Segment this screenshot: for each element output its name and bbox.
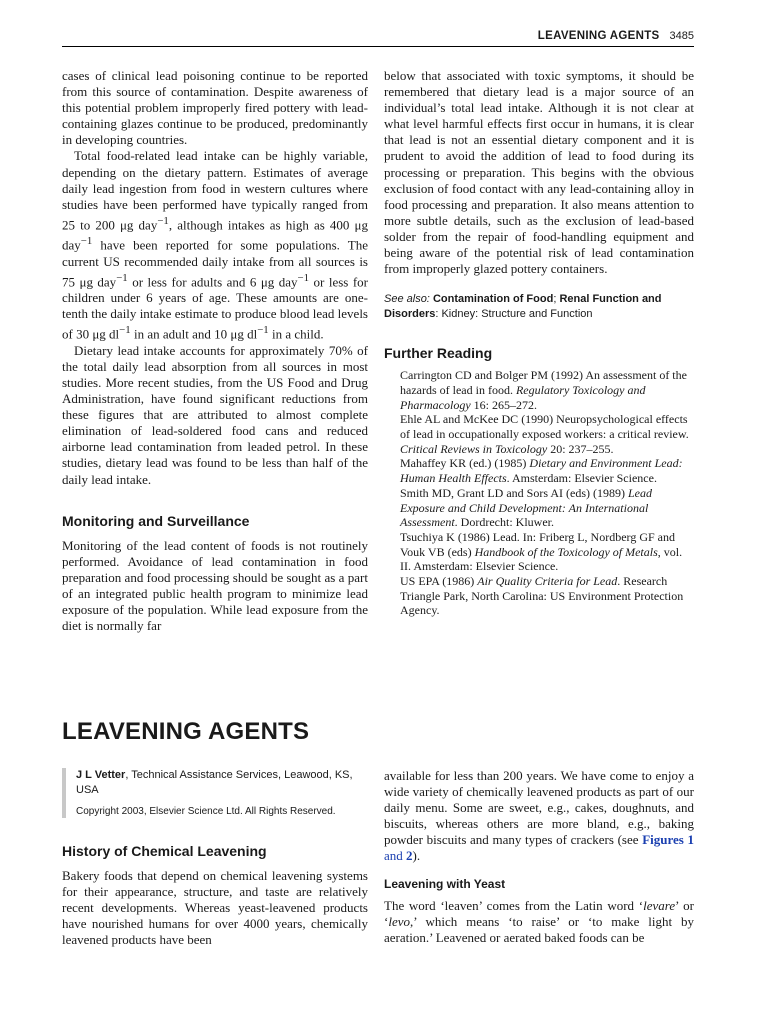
reference-item: Smith MD, Grant LD and Sors AI (eds) (1989) Lead Exposure and Child Development: An International Assessment. Dordrecht: Kluwer. [400, 485, 652, 530]
header-rule [62, 46, 694, 47]
paragraph-chemical-products: available for less than 200 years. We have come to enjoy a wide variety of chemically leavened products as part of our daily menu. Some are sweet, e.g., cakes, doughnuts, and biscuits, whereas others are more bland, e.g., baking powder biscuits and many types of crackers (see Figures 1 and 2). [384, 768, 694, 864]
heading-monitoring: Monitoring and Surveillance [62, 512, 250, 529]
column-left-bottom [62, 842, 368, 948]
heading-leavening-yeast: Leavening with Yeast [384, 876, 506, 891]
author-box [62, 768, 368, 818]
paragraph-dietary-lead: Dietary lead intake accounts for approximately 70% of the total daily lead absorption from all sources in most studies. More recent studies, from the US Food and Drug Administration, have found significant reductions from these figures that are attributed to almost complete elimination of lead-soldered food cans and reduced airborne lead contamination from leaded petrol. In these studies, dietary lead was found to be less than half of the daily lead intake. [62, 342, 368, 487]
author-line [76, 768, 368, 798]
author-name: J L Vetter [76, 769, 126, 781]
paragraph-yeast: The word ‘leaven’ comes from the Latin word ‘levare’ or ‘levo,’ which means ‘to raise’ or ‘to make light by aeration.’ Leavened or aerated baked foods can be [384, 897, 694, 945]
see-also-link-renal[interactable]: Renal Function and Disorders [384, 293, 662, 321]
paragraph-monitoring: Monitoring of the lead content of foods is not routinely performed. Avoidance of lead contamination in food preparation and food processing should be sought as a part of an integrated public health program to minimize lead exposure of the population. While lead exposure from the diet is normally far [62, 537, 368, 634]
column-right-top [384, 68, 694, 618]
reference-item: Ehle AL and McKee DC (1990) Neuropsychological effects of lead in occupationally exposed workers: a critical review. Critical Reviews in Toxicology 20: 237–255. [400, 412, 689, 456]
reference-item: Tsuchiya K (1986) Lead. In: Friberg L, Nordberg GF and Vouk VB (eds) Handbook of the Toxicology of Metals, vol. II. Amsterdam: Elsevier Science. [400, 529, 683, 574]
see-also: See also: Contamination of Food; Renal Function and Disorders: Kidney: Structure and Function [384, 293, 662, 321]
copyright-notice: Copyright 2003, Elsevier Science Ltd. All Rights Reserved. [76, 806, 336, 817]
reference-list [384, 368, 694, 618]
running-head-title: LEAVENING AGENTS [537, 30, 660, 42]
paragraph-toxic: below that associated with toxic symptoms, it should be remembered that dietary lead is a major source of an individual’s total lead intake. Although it is not clear at what level harmful effects first occur in humans, it is clear that lead is not an essential dietary component and it is prudent to avoid the addition of lead to food during its processing or preparation. This begins with the obvious exclusion of food contact with any lead-containing alloy in food processing and preparation. It also means attention to more subtle details, such as the exclusion of lead-based solder from the repair of food-handling equipment and being aware of the potential risk of lead contamination from improperly glazed pottery containers. [384, 68, 694, 277]
reference-item: US EPA (1986) Air Quality Criteria for Lead. Research Triangle Park, North Carolina: US Environment Protection Agency. [400, 574, 684, 618]
see-also-link-contamination[interactable]: Contamination of Food [432, 293, 554, 306]
column-right-bottom [384, 768, 694, 946]
figure-1-link[interactable]: Figures 1 [642, 832, 694, 848]
paragraph-history: Bakery foods that depend on chemical leavening systems for their appearance, structure, and taste are relatively recent developments. Whereas yeast-leavened products have nourished humans for over 4000 years, chemically leavened products have been [62, 868, 368, 948]
chapter-title: LEAVENING AGENTS [62, 718, 310, 745]
figure-2-link[interactable]: 2 [406, 848, 413, 864]
author-affiliation: , Technical Assistance Services, Leawood, KS, USA [76, 769, 353, 796]
paragraph-pottery: cases of clinical lead poisoning continue to be reported from this source of contamination. Despite awareness of this potential problem improperly fired pottery with lead-containing glazes continue to be produced, predominantly in developing countries. [62, 68, 368, 148]
paragraph-food-intake: Total food-related lead intake can be highly variable, depending on the dietary pattern. Estimates of average daily lead ingestion from food in western cultures where studies have been performed have typically ranged from 25 to 200 μg day$^{-1}$, although intakes as high as 400 μg day$^{-1}$ have been reported for some populations. The current US recommended daily intake from all sources is 75 μg day$^{-1}$ or less for adults and 6 μg day$^{-1}$ or less for children under 6 years of age. These amounts are one-tenth the daily intake estimate to produce blood lead levels of 30 μg $dl^{-1}$ in an adult and 10 μg $dl^{-1}$ in a child. [62, 148, 368, 342]
column-left-top [62, 68, 368, 634]
reference-item: Mahaffey KR (ed.) (1985) Dietary and Environment Lead: Human Health Effects. Amsterdam: Elsevier Science. [400, 456, 683, 486]
heading-further-reading: Further Reading [384, 345, 493, 362]
reference-item: Carrington CD and Bolger PM (1992) An assessment of the hazards of lead in food. Regulatory Toxicology and Pharmacology 16: 265–272. [400, 368, 687, 412]
heading-history: History of Chemical Leavening [62, 843, 267, 859]
page-number: 3485 [669, 30, 694, 42]
